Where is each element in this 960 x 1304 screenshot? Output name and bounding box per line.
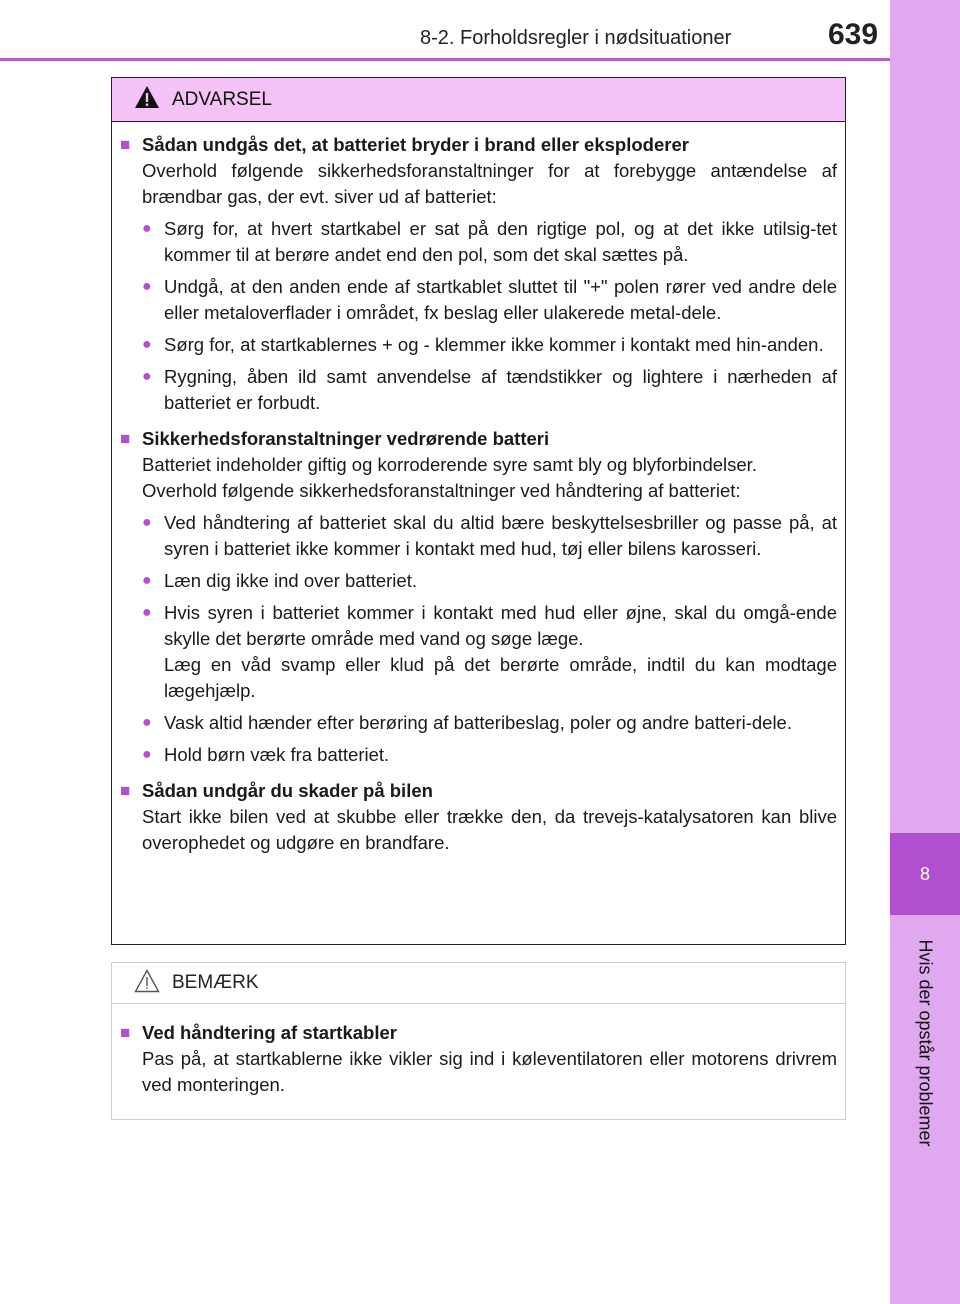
warning-header xyxy=(112,78,845,122)
notice-label: BEMÆRK xyxy=(172,972,259,993)
bullet-text: Rygning, åben ild samt anvendelse af tændstikker og lightere i nærheden af batteriet er forbudt. xyxy=(164,366,837,413)
notice-box xyxy=(111,962,846,1120)
paragraph: Start ikke bilen ved at skubbe eller trække den, da trevejs-katalysatoren kan blive overophedet og udgøre en brandfare. xyxy=(142,806,837,853)
bullet-item xyxy=(120,274,837,326)
bullet-item xyxy=(120,568,837,594)
square-bullet-icon: ■ xyxy=(120,135,131,154)
chapter-block xyxy=(890,833,960,915)
warning-content xyxy=(112,122,845,862)
bullet-dot-icon: ● xyxy=(142,514,152,531)
bullet-item xyxy=(120,216,837,268)
notice-content xyxy=(112,1004,845,1104)
header-title: 8-2. Forholdsregler i nødsituationer xyxy=(420,27,732,49)
section-title-text: Sådan undgår du skader på bilen xyxy=(142,780,433,801)
page-number: 639 xyxy=(828,18,879,51)
section-title-text: Sådan undgås det, at batteriet bryder i brand eller eksploderer xyxy=(142,134,689,155)
chapter-title: Hvis der opstår problemer xyxy=(915,939,936,1147)
square-bullet-icon: ■ xyxy=(120,1023,131,1042)
bullet-text: Vask altid hænder efter berøring af batteribeslag, poler og andre batteri-dele. xyxy=(164,712,792,733)
bullet-dot-icon: ● xyxy=(142,604,152,621)
notice-header xyxy=(112,963,845,1004)
paragraph: Pas på, at startkablerne ikke vikler sig ind i køleventilatoren eller motorens drivrem ved monteringen. xyxy=(142,1048,837,1095)
bullet-dot-icon: ● xyxy=(142,714,152,731)
chapter-number: 8 xyxy=(919,863,930,884)
bullet-text: Læn dig ikke ind over batteriet. xyxy=(164,570,417,591)
bullet-item xyxy=(120,332,837,358)
bullet-dot-icon: ● xyxy=(142,278,152,295)
bullet-text: Sørg for, at startkablernes + og - klemmer ikke kommer i kontakt med hin-anden. xyxy=(164,334,824,355)
bullet-item xyxy=(120,742,837,768)
bullet-dot-icon: ● xyxy=(142,746,152,763)
section-title xyxy=(120,778,837,804)
bullet-text: Ved håndtering af batteriet skal du altid bære beskyttelsesbriller og passe på, at syren i batteriet ikke kommer i kontakt med hud, tøj eller bilens karosseri. xyxy=(164,512,837,559)
bullet-item xyxy=(120,510,837,562)
bullet-text: Sørg for, at hvert startkabel er sat på den rigtige pol, og at det ikke utilsig-tet kommer til at berøre andet end den pol, som det skal sættes på. xyxy=(164,218,837,265)
paragraph: Overhold følgende sikkerhedsforanstaltninger ved håndtering af batteriet: xyxy=(142,480,741,501)
warning-label: ADVARSEL xyxy=(172,88,272,110)
paragraph: Overhold følgende sikkerhedsforanstaltninger for at forebygge antændelse af brændbar gas, der evt. siver ud af batteriet: xyxy=(142,160,837,207)
bullet-item xyxy=(120,710,837,736)
section-title xyxy=(120,426,837,452)
bullet-item xyxy=(120,364,837,416)
bullet-dot-icon: ● xyxy=(142,336,152,353)
bullet-text: Hvis syren i batteriet kommer i kontakt med hud eller øjne, skal du omgå-ende skylle det berørte område med vand og søge læge. Læg en våd svamp eller klud på det berørte område, indtil du kan modtage lægehjælp. xyxy=(164,602,837,701)
paragraph: Batteriet indeholder giftig og korroderende syre samt bly og blyforbindelser. xyxy=(142,454,757,475)
notice-triangle-icon xyxy=(134,969,160,998)
square-bullet-icon: ■ xyxy=(120,429,131,448)
bullet-dot-icon: ● xyxy=(142,572,152,589)
square-bullet-icon: ■ xyxy=(120,781,131,800)
section-title-text: Sikkerhedsforanstaltninger vedrørende batteri xyxy=(142,428,550,449)
bullet-text: Hold børn væk fra batteriet. xyxy=(164,744,390,765)
warning-box xyxy=(111,77,846,945)
section-title xyxy=(120,1020,837,1046)
section-title xyxy=(120,132,837,158)
warning-triangle-icon xyxy=(134,85,160,114)
bullet-dot-icon: ● xyxy=(142,368,152,385)
section-title-text: Ved håndtering af startkabler xyxy=(142,1022,397,1043)
bullet-text: Undgå, at den anden ende af startkablet sluttet til "+" polen rører ved andre dele eller metaloverflader i området, fx beslag eller ulakerede metal-dele. xyxy=(164,276,837,323)
header-rule xyxy=(0,58,890,61)
bullet-dot-icon: ● xyxy=(142,220,152,237)
bullet-item xyxy=(120,600,837,704)
